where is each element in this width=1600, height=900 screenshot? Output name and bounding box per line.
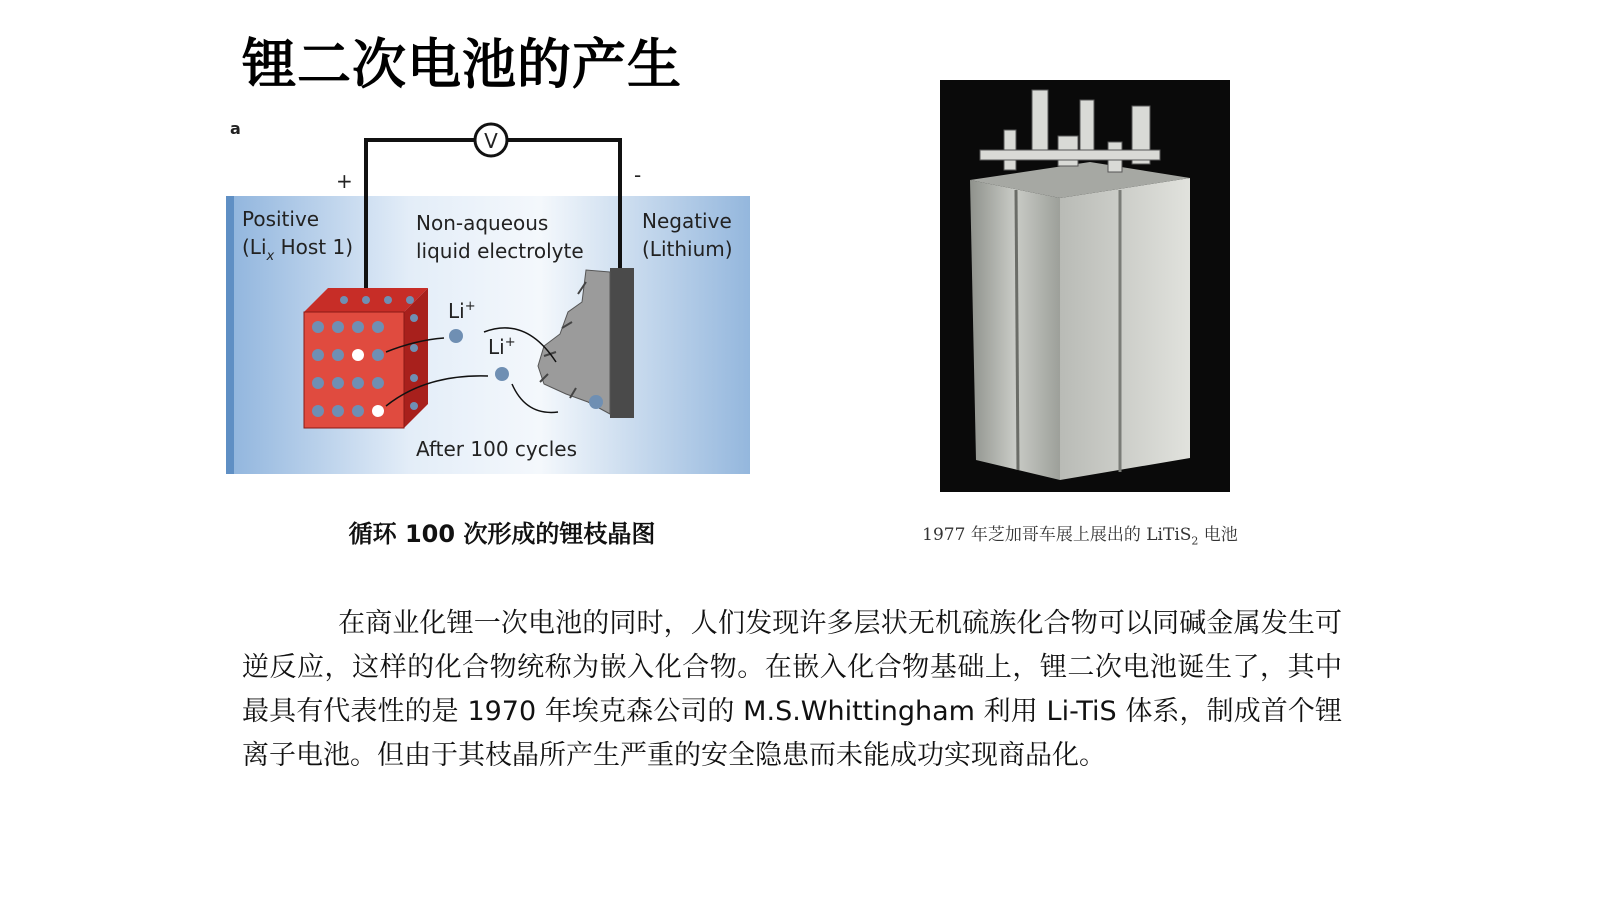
diagram-caption: 循环 100 次形成的锂枝晶图 [348, 520, 656, 548]
negative-label: Negative [642, 209, 732, 233]
litis2-battery-image [940, 80, 1230, 492]
photo-caption: 1977 年芝加哥车展上展出的 LiTiS$_2$ 电池 [922, 525, 1238, 548]
plus-sign: + [336, 169, 353, 193]
minus-sign: - [634, 163, 642, 187]
positive-label: Positive [242, 207, 320, 231]
dendrite-diagram [226, 112, 766, 492]
li-ion-2 [495, 367, 509, 381]
voltmeter-symbol: V [484, 129, 498, 153]
body-paragraph: 在商业化锂一次电池的同时，人们发现许多层状无机硫族化合物可以同碱金属发生可逆反应，这样的化合物统称为嵌入化合物。在嵌入化合物基础上，锂二次电池诞生了，其中最具有代表性的是 1970 年埃克森公司的 M.S.Whittingham 利用 Li-TiS 体系，制成首个锂离子电池。但由于其枝晶所产生严重的安全隐患而未能成功实现商品化。 [242, 608, 1342, 771]
electrolyte-label: Non-aqueous [416, 211, 549, 235]
li-ion-label-2: Li+ [488, 335, 516, 359]
battery-cell-right [1060, 178, 1190, 480]
battery-schematic [226, 112, 766, 492]
panel-letter: a [230, 119, 241, 138]
li-ion-label-1: Li+ [448, 299, 476, 323]
lithium-ion-dot [589, 395, 603, 409]
battery-photo [940, 80, 1230, 492]
lithium-electrode [610, 268, 634, 418]
li-ion-1 [449, 329, 463, 343]
electrolyte-label-2: liquid electrolyte [416, 239, 584, 263]
negative-lithium-label: (Lithium) [642, 237, 733, 261]
slide-title: 锂二次电池的产生 [242, 33, 682, 96]
after-cycles-label: After 100 cycles [416, 437, 578, 461]
cell-left-edge [226, 196, 234, 474]
positive-host-label: ($Li_x$ Host 1) [242, 235, 353, 264]
